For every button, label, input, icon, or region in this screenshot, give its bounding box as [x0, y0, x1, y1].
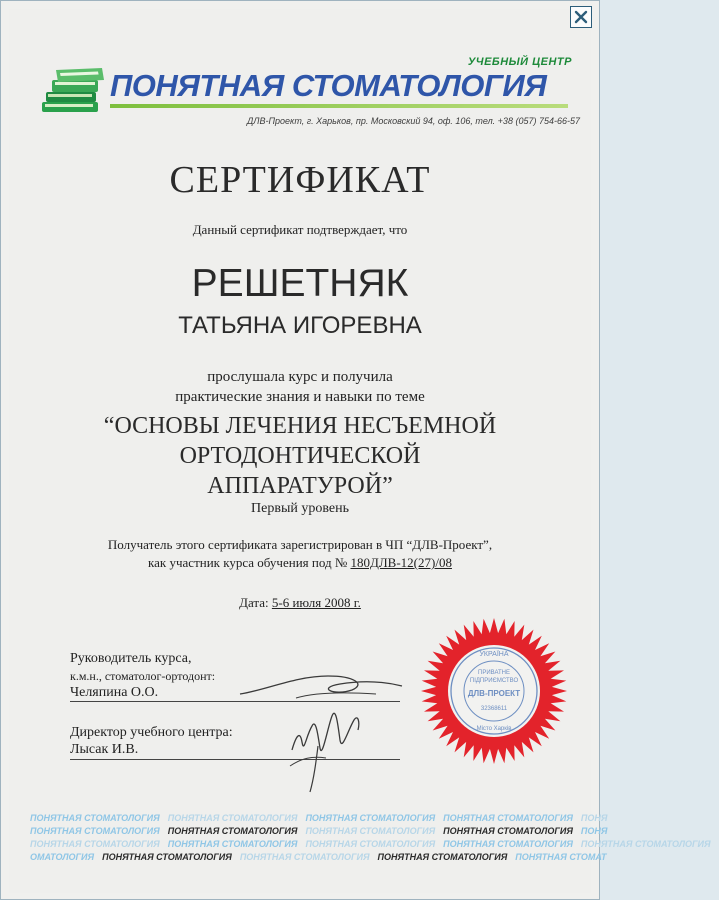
leader-degree: к.м.н., стоматолог-ортодонт: [70, 669, 216, 683]
course-title [0, 411, 600, 501]
company-stamp [420, 616, 568, 766]
course-title-line3: АППАРАТУРОЙ” [207, 473, 393, 499]
brand-subtitle: УЧЕБНЫЙ ЦЕНТР [467, 56, 572, 68]
band-text: ПОНЯТНАЯ СТОМАТОЛОГИЯ [239, 852, 370, 862]
band-text: ПОНЯ [580, 813, 608, 823]
band-text: ПОНЯТНАЯ СТОМАТОЛОГИЯ [580, 839, 711, 849]
leader-name: Челяпина О.О. [70, 685, 159, 700]
band-text: ПОНЯТНАЯ СТОМАТОЛОГИЯ [30, 826, 160, 836]
band-row [30, 838, 711, 851]
close-button[interactable] [570, 6, 592, 28]
registration-prefix: как участник курса обучения под № [148, 555, 348, 570]
completed-text-line2: практические знания и навыки по теме [175, 389, 425, 405]
band-row [30, 825, 608, 838]
recipient-surname: РЕШЕТНЯК [191, 262, 409, 305]
recipient-given-names: ТАТЬЯНА ИГОРЕВНА [178, 312, 422, 339]
stamp-code: 32368611 [480, 706, 508, 712]
band-text: ПОНЯТНАЯ СТОМАТОЛОГИЯ [167, 826, 298, 836]
close-icon [574, 10, 588, 24]
band-text: ПОНЯТНАЯ СТОМАТОЛОГИЯ [305, 826, 436, 836]
band-text: ПОНЯ [580, 826, 608, 836]
course-level: Первый уровень [251, 501, 349, 516]
band-text: ПОНЯТНАЯ СТОМАТОЛОГИЯ [102, 852, 232, 862]
band-text: ПОНЯТНАЯ СТОМАТ [515, 852, 607, 862]
completed-text-line1: прослушала курс и получила [207, 369, 393, 385]
brand-underline [110, 104, 568, 108]
director-title: Директор учебного центра: [70, 725, 233, 740]
registration-line2 [0, 555, 600, 571]
brand-name: ПОНЯТНАЯ СТОМАТОЛОГИЯ [110, 68, 547, 103]
stamp-company: ДЛВ-ПРОЕКТ [467, 689, 521, 698]
registration-number: 180ДЛВ-12(27)/08 [350, 555, 452, 570]
band-row [30, 812, 608, 825]
footer-brand-band [30, 812, 711, 864]
band-row [30, 851, 607, 864]
band-text: ПОНЯТНАЯ СТОМАТОЛОГИЯ [443, 839, 573, 849]
leader-title: Руководитель курса, [70, 651, 192, 666]
band-text: ПОНЯТНАЯ СТОМАТОЛОГИЯ [377, 852, 508, 862]
stamp-type-2: ПІДПРИЄМСТВО [469, 678, 519, 684]
stamp-type-1: ПРИВАТНЕ [478, 670, 510, 676]
band-text: ПОНЯТНАЯ СТОМАТОЛОГИЯ [167, 813, 298, 823]
company-address: ДЛВ-Проект, г. Харьков, пр. Московский 94, оф. 106, тел. +38 (057) 754-66-57 [246, 116, 580, 126]
band-text: ПОНЯТНАЯ СТОМАТОЛОГИЯ [30, 813, 160, 823]
band-text: ОМАТОЛОГИЯ [30, 852, 95, 862]
director-signature [282, 696, 372, 796]
registration-line1: Получатель этого сертификата зарегистрирован в ЧП “ДЛВ-Проект”, [107, 537, 493, 552]
band-text: ПОНЯТНАЯ СТОМАТОЛОГИЯ [305, 839, 436, 849]
course-title-line1: “ОСНОВЫ ЛЕЧЕНИЯ НЕСЪЕМНОЙ [103, 413, 497, 439]
band-text: ПОНЯТНАЯ СТОМАТОЛОГИЯ [30, 839, 160, 849]
certificate-date [0, 595, 600, 611]
certificate-title: СЕРТИФИКАТ [169, 159, 431, 201]
stamp-city: Місто Харків [476, 726, 512, 732]
director-name: Лысак И.В. [70, 742, 139, 757]
course-title-line2: ОРТОДОНТИЧЕСКОЙ [179, 443, 421, 469]
confirm-text: Данный сертификат подтверждает, что [192, 222, 408, 237]
band-text: ПОНЯТНАЯ СТОМАТОЛОГИЯ [305, 813, 436, 823]
stamp-country: УКРАЇНА [479, 651, 509, 658]
date-label: Дата: [239, 595, 269, 610]
books-icon [42, 66, 112, 114]
band-text: ПОНЯТНАЯ СТОМАТОЛОГИЯ [443, 813, 573, 823]
date-value: 5-6 июля 2008 г. [271, 595, 361, 610]
band-text: ПОНЯТНАЯ СТОМАТОЛОГИЯ [443, 826, 573, 836]
band-text: ПОНЯТНАЯ СТОМАТОЛОГИЯ [167, 839, 298, 849]
